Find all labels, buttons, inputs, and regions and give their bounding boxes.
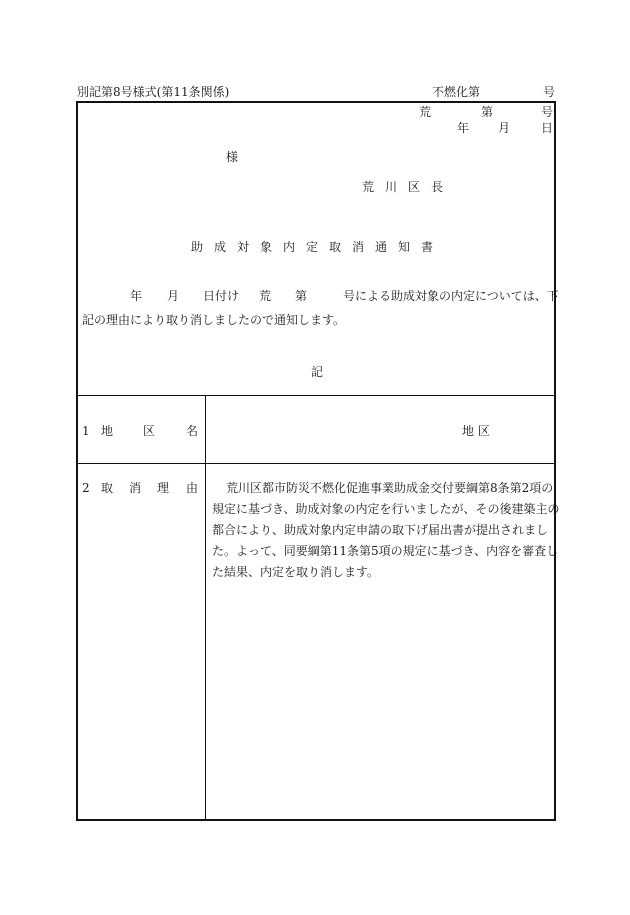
row-divider — [76, 463, 556, 464]
title-char: 内 — [283, 240, 296, 254]
issuer-char: 長 — [431, 180, 444, 194]
reason-line: 都合により、助成対象内定申請の取下げ届出書が提出されまし — [212, 523, 549, 537]
issuer-char: 荒 — [362, 180, 375, 194]
notice-dai: 第 — [295, 289, 308, 303]
issuer-char: 区 — [408, 180, 421, 194]
form-frame — [76, 101, 559, 821]
title-char: 象 — [260, 240, 273, 254]
row-number: 2 — [82, 481, 90, 495]
section-divider — [76, 395, 556, 396]
date-month: 月 — [498, 121, 511, 135]
row-number: 1 — [82, 424, 90, 438]
notice-year: 年 — [130, 289, 143, 303]
reason-line: 規定に基づき、助成対象の内定を行いましたが、その後建築主の — [212, 502, 560, 516]
row-value: 地 区 — [462, 424, 490, 438]
title-char: 定 — [306, 240, 319, 254]
row-label-char: 取 — [101, 481, 114, 495]
row-label-char: 理 — [157, 481, 170, 495]
date-day: 日 — [541, 121, 554, 135]
title-char: 通 — [375, 240, 388, 254]
notice-month: 月 — [167, 289, 180, 303]
row-label-char: 名 — [186, 424, 199, 438]
notice-date-suffix: 日付け — [203, 289, 240, 303]
title-char: 成 — [214, 240, 227, 254]
reason-line: た結果、内定を取り消します。 — [212, 565, 380, 579]
notice-line1-rest: 号による助成対象の内定については、下 — [343, 289, 559, 303]
number-ara: 荒 — [419, 105, 432, 119]
date-year: 年 — [457, 121, 470, 135]
title-char: 書 — [421, 240, 434, 254]
title-char: 助 — [191, 240, 204, 254]
number-gou: 号 — [541, 105, 554, 119]
title-char: 取 — [329, 240, 342, 254]
row-label-char: 由 — [186, 481, 199, 495]
ki-marker: 記 — [311, 365, 324, 379]
addressee-suffix: 様 — [226, 150, 239, 164]
row-label-char: 消 — [129, 481, 142, 495]
row-label-char: 地 — [101, 424, 114, 438]
reason-line: た。よって、同要綱第11条第5項の規定に基づき、内容を審査し — [212, 544, 559, 558]
title-char: 対 — [237, 240, 250, 254]
row-label-char: 区 — [143, 424, 156, 438]
column-divider — [205, 395, 206, 821]
notice-line2: 記の理由により取り消しましたので通知します。 — [82, 313, 346, 327]
title-char: 知 — [398, 240, 411, 254]
title-char: 消 — [352, 240, 365, 254]
reference-suffix: 号 — [543, 85, 556, 99]
reference-prefix: 不燃化第 — [432, 85, 481, 99]
number-dai: 第 — [481, 105, 494, 119]
form-label: 別記第8号様式(第11条関係) — [77, 85, 230, 99]
issuer-char: 川 — [385, 180, 398, 194]
notice-ara: 荒 — [259, 289, 272, 303]
reason-line: 荒川区都市防災不燃化促進事業助成金交付要綱第8条第2項の — [226, 481, 554, 495]
